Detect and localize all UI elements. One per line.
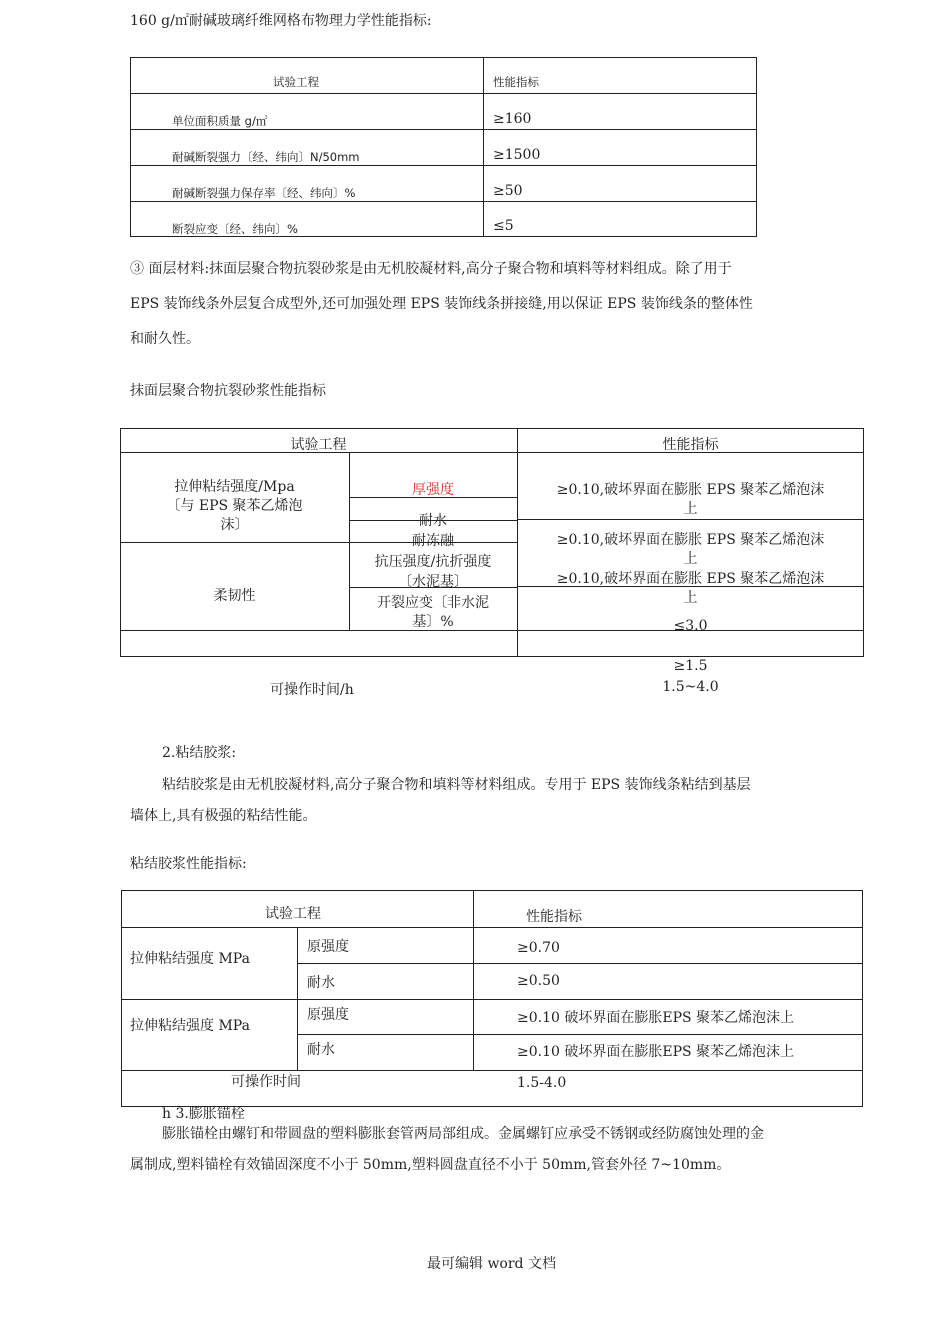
sub-item: 开裂应变〔非水泥 xyxy=(377,595,489,611)
sub-item: 原强度 xyxy=(307,939,349,955)
paragraph-line: ③ 面层材料:抹面层聚合物抗裂砂浆是由无机胶凝材料,高分子聚合物和填料等材料组成。除了用于 xyxy=(130,261,732,277)
section3-heading: 2.粘结胶浆: xyxy=(162,745,237,761)
sub-item: 耐水 xyxy=(307,975,335,991)
operable-time-label: 可操作时间 xyxy=(231,1074,301,1090)
group-label: 拉伸粘结强度 MPa xyxy=(130,951,250,967)
section1-title: 160 g/㎡耐碱玻璃纤维网格布物理力学性能指标: xyxy=(130,13,432,29)
table-cell-value: ≥0.10 破坏界面在膨胀EPS 聚苯乙烯泡沫上 xyxy=(517,1044,795,1060)
paragraph-line: 和耐久性。 xyxy=(130,331,200,347)
group-label-line: 沫〕 xyxy=(220,517,249,533)
paragraph-line: 膨胀锚栓由螺钉和带圆盘的塑料膨胀套管两局部组成。金属螺钉应承受不锈钢或经防腐蚀处理的金 xyxy=(162,1126,764,1142)
page-footer: 最可编辑 word 文档 xyxy=(427,1256,556,1272)
table-cell-item: 耐碱断裂强力保存率〔经、纬向〕% xyxy=(172,186,356,200)
section4-heading: h 3.膨胀锚栓 xyxy=(162,1106,245,1122)
value-line: 上 xyxy=(683,551,698,567)
sub-item: 耐水 xyxy=(419,513,447,529)
sub-item: 基〕% xyxy=(412,614,454,630)
table-cell-value: ≥0.50 xyxy=(517,973,560,989)
section3-title: 粘结胶浆性能指标: xyxy=(130,856,247,872)
value-line: 上 xyxy=(683,501,698,517)
table-header-value: 性能指标 xyxy=(662,437,719,453)
table-header-item: 试验工程 xyxy=(273,75,319,89)
section2-title: 抹面层聚合物抗裂砂浆性能指标 xyxy=(130,383,326,399)
sub-item: 原强度 xyxy=(307,1007,349,1023)
operable-time-label: 可操作时间/h xyxy=(270,682,354,698)
table-cell-value: ≤5 xyxy=(493,218,514,234)
value-line: ≥0.10,破坏界面在膨胀 EPS 聚苯乙烯泡沫 xyxy=(556,571,825,587)
group-label-line: 〔与 EPS 聚苯乙烯泡 xyxy=(166,498,303,514)
table-cell-item: 断裂应变〔经、纬向〕% xyxy=(172,222,298,236)
paragraph-line: 粘结胶浆是由无机胶凝材料,高分子聚合物和填料等材料组成。专用于 EPS 装饰线条粘结到基层 xyxy=(162,777,751,793)
table-cell-value: ≥160 xyxy=(493,111,532,127)
table-cell-value: ≥0.10 破坏界面在膨胀EPS 聚苯乙烯泡沫上 xyxy=(517,1010,795,1026)
value-line: ≤3.0 xyxy=(673,618,708,634)
value-line: ≥0.10,破坏界面在膨胀 EPS 聚苯乙烯泡沫 xyxy=(556,532,825,548)
table-header-value: 性能指标 xyxy=(493,75,539,89)
table-header-value: 性能指标 xyxy=(526,909,582,925)
value-line: ≥0.10,破坏界面在膨胀 EPS 聚苯乙烯泡沫 xyxy=(556,482,825,498)
value-line: 上 xyxy=(683,590,698,606)
table-header-item: 试验工程 xyxy=(290,437,347,453)
group-label: 柔韧性 xyxy=(213,588,256,604)
operable-time-value: 1.5-4.0 xyxy=(517,1075,567,1091)
table-cell-value: ≥0.70 xyxy=(517,940,560,956)
paragraph-line: EPS 装饰线条外层复合成型外,还可加强处理 EPS 装饰线条拼接缝,用以保证 EPS 装饰线条的整体性 xyxy=(130,296,753,312)
group-label-line: 拉伸粘结强度/Mpa xyxy=(174,479,295,495)
value-line: ≥1.5 xyxy=(673,658,708,674)
paragraph-line: 墙体上,具有极强的粘结性能。 xyxy=(130,808,317,824)
sub-item: 耐水 xyxy=(307,1042,335,1058)
table-cell-item: 单位面积质量 g/㎡ xyxy=(172,114,268,128)
sub-item: 〔水泥基〕 xyxy=(398,574,468,590)
table-header-item: 试验工程 xyxy=(265,906,321,922)
value-line: 1.5~4.0 xyxy=(662,679,719,695)
sub-item: 耐冻融 xyxy=(412,533,454,549)
group-label: 拉伸粘结强度 MPa xyxy=(130,1018,250,1034)
sub-item: 抗压强度/抗折强度 xyxy=(374,554,492,570)
table-cell-item: 耐碱断裂强力〔经、纬向〕N/50mm xyxy=(172,150,360,164)
table-cell-value: ≥50 xyxy=(493,183,523,199)
table-cell-value: ≥1500 xyxy=(493,147,541,163)
paragraph-line: 属制成,塑料锚栓有效锚固深度不小于 50mm,塑料圆盘直径不小于 50mm,管套外径 7~10mm。 xyxy=(130,1157,731,1173)
sub-item-highlighted: 厚强度 xyxy=(412,482,454,498)
